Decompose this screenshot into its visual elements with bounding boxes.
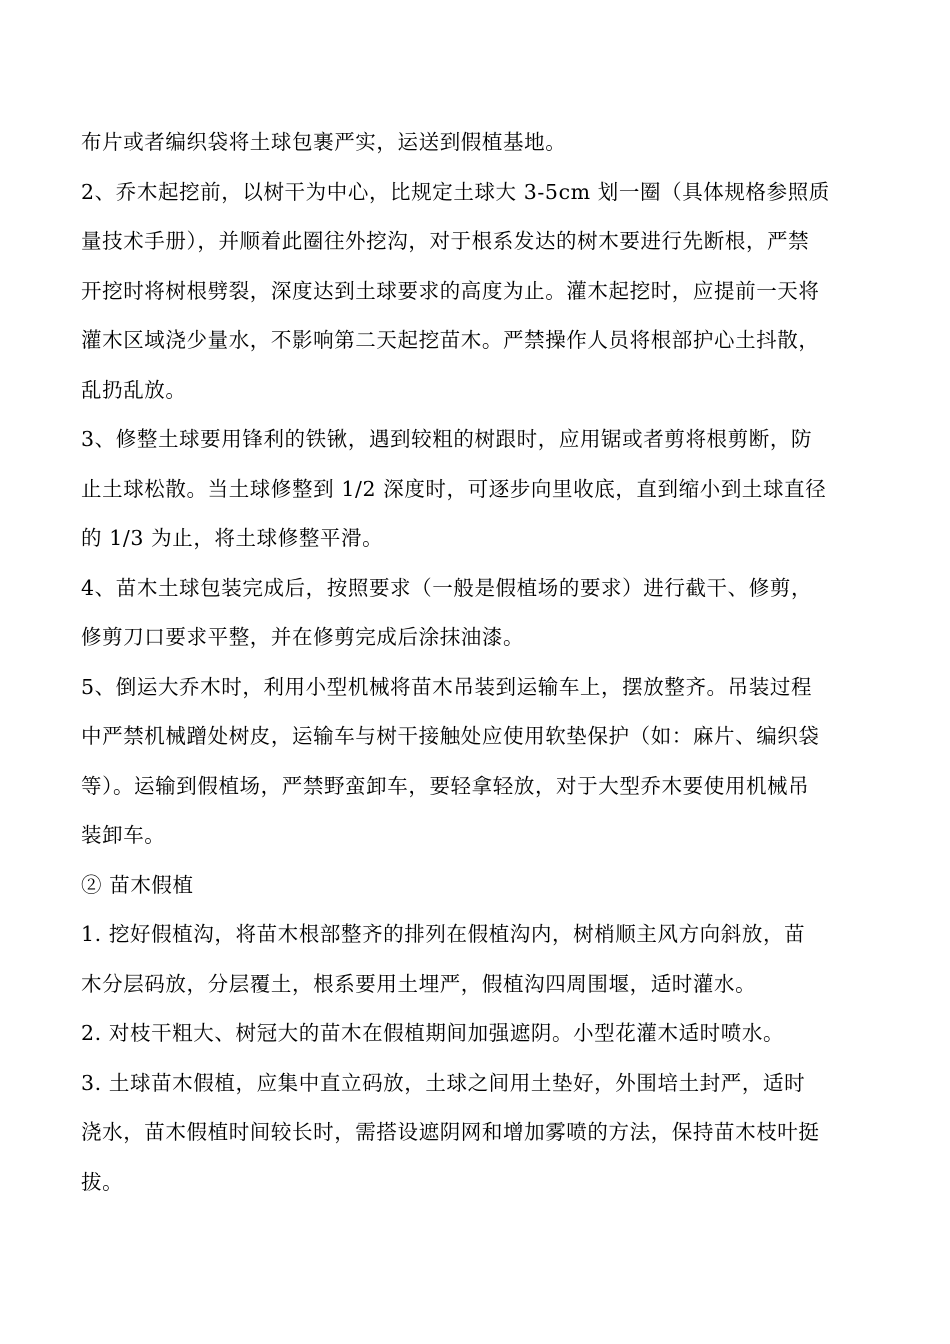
document-body — [81, 118, 871, 1207]
paragraph-heeling-item-3 — [81, 1059, 871, 1208]
text-line: 开挖时将树根劈裂，深度达到土球要求的高度为止。灌木起挖时，应提前一天将 — [81, 278, 820, 303]
section-heading-seedling-heeling-in — [81, 861, 871, 911]
paragraph-item-3-trim-soil-ball — [81, 415, 871, 564]
paragraph-heeling-item-2 — [81, 1009, 871, 1059]
paragraph-item-2-tree-digging — [81, 168, 871, 416]
text-line: 量技术手册），并顺着此圈往外挖沟，对于根系发达的树木要进行先断根，严禁 — [81, 229, 810, 253]
text-line: ② 苗木假植 — [81, 872, 194, 897]
paragraph-item-5-transport — [81, 663, 871, 861]
paragraph-heeling-item-1 — [81, 910, 871, 1009]
text-line: 浇水，苗木假植时间较长时，需搭设遮阴网和增加雾喷的方法，保持苗木枝叶挺 — [81, 1120, 820, 1144]
text-line: 布片或者编织袋将土球包裹严实，运送到假植基地。 — [81, 130, 567, 154]
text-line: 中严禁机械蹭处树皮，运输车与树干接触处应使用软垫保护（如：麻片、编织袋 — [81, 724, 820, 748]
text-line: 3、修整土球要用锋利的铁锹，遇到较粗的树跟时，应用锯或者剪将根剪断，防 — [81, 427, 813, 451]
text-line: 装卸车。 — [81, 823, 166, 847]
text-line: 灌木区域浇少量水，不影响第二天起挖苗木。严禁操作人员将根部护心土抖散， — [81, 328, 820, 352]
text-line: 4、苗木土球包装完成后，按照要求（一般是假植场的要求）进行截干、修剪， — [81, 575, 813, 600]
text-line: 修剪刀口要求平整，并在修剪完成后涂抹油漆。 — [81, 625, 525, 649]
paragraph-wrap-soil-ball — [81, 118, 871, 168]
text-line: 的 1/3 为止，将土球修整平滑。 — [81, 526, 384, 550]
text-line: 等）。运输到假植场，严禁野蛮卸车，要轻拿轻放，对于大型乔木要使用机械吊 — [81, 773, 810, 798]
paragraph-item-4-pruning — [81, 564, 871, 663]
text-line: 木分层码放，分层覆土，根系要用土埋严，假植沟四周围堰，适时灌水。 — [81, 971, 757, 996]
text-line: 2、乔木起挖前，以树干为中心，比规定土球大 3-5cm 划一圈（具体规格参照质 — [81, 179, 830, 204]
text-line: 3. 土球苗木假植，应集中直立码放，土球之间用土垫好，外围培土封严，适时 — [81, 1070, 806, 1095]
text-line: 乱扔乱放。 — [81, 377, 187, 402]
text-line: 2. 对枝干粗大、树冠大的苗木在假植期间加强遮阴。小型花灌木适时喷水。 — [81, 1021, 785, 1045]
text-line: 止土球松散。当土球修整到 1/2 深度时，可逐步向里收底，直到缩小到土球直径 — [81, 476, 827, 501]
text-line: 1. 挖好假植沟，将苗木根部整齐的排列在假植沟内，树梢顺主风方向斜放，苗 — [81, 922, 806, 946]
text-line: 5、倒运大乔木时，利用小型机械将苗木吊装到运输车上，摆放整齐。吊装过程 — [81, 674, 813, 699]
text-line: 拔。 — [81, 1169, 124, 1194]
